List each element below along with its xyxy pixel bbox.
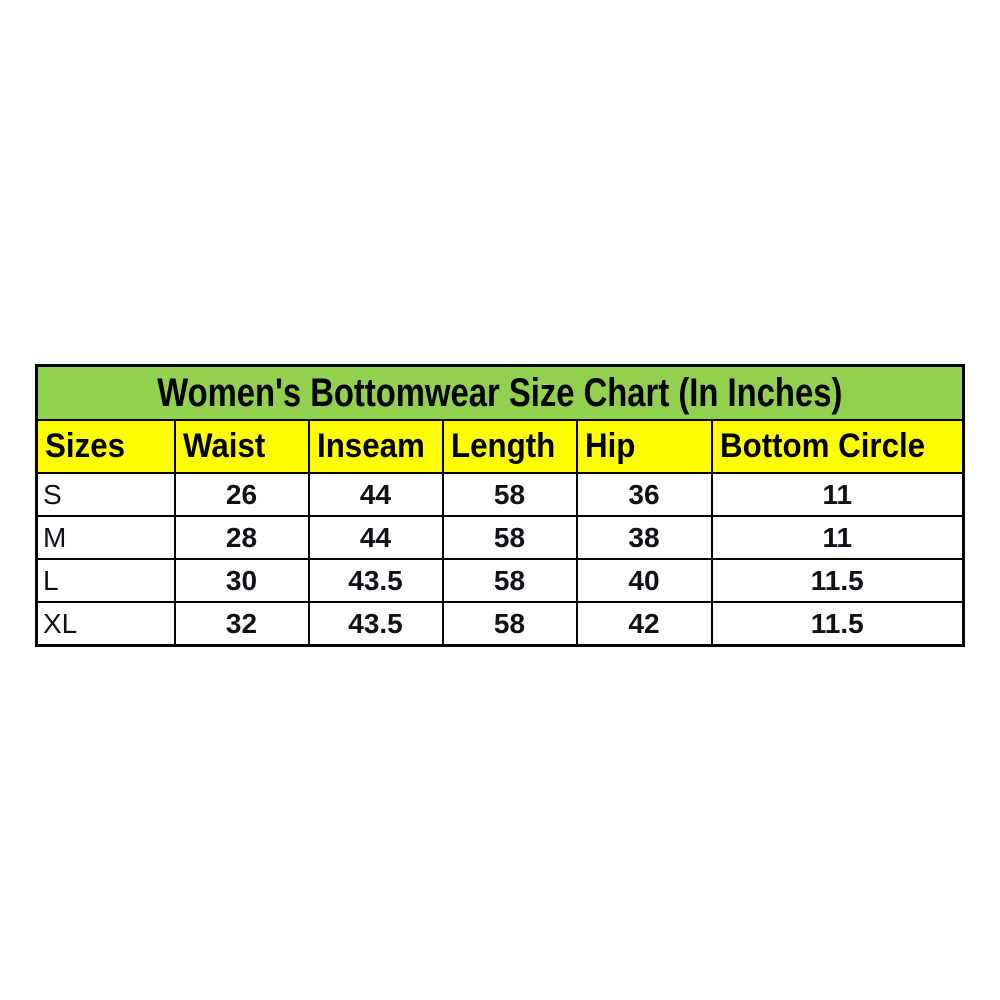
inseam-value: 44: [309, 516, 443, 559]
length-value: 58: [443, 559, 577, 602]
size-label: S: [37, 473, 175, 516]
waist-value: 32: [175, 602, 309, 646]
bottom-circle-value: 11.5: [712, 602, 964, 646]
column-header-length: Length: [443, 420, 577, 473]
column-header-hip: Hip: [577, 420, 712, 473]
size-label: M: [37, 516, 175, 559]
waist-value: 28: [175, 516, 309, 559]
table-row-xl: [37, 602, 964, 646]
length-value: 58: [443, 516, 577, 559]
bottom-circle-value: 11: [712, 516, 964, 559]
table-title: [37, 366, 964, 421]
waist-value: 26: [175, 473, 309, 516]
table-title-row: [37, 366, 964, 421]
column-header-inseam: Inseam: [309, 420, 443, 473]
length-value: 58: [443, 473, 577, 516]
waist-value: 30: [175, 559, 309, 602]
bottom-circle-value: 11.5: [712, 559, 964, 602]
inseam-value: 43.5: [309, 559, 443, 602]
hip-value: 40: [577, 559, 712, 602]
column-header-sizes: Sizes: [37, 420, 175, 473]
table-row-l: [37, 559, 964, 602]
table-header-row: [37, 420, 964, 473]
inseam-value: 43.5: [309, 602, 443, 646]
hip-value: 38: [577, 516, 712, 559]
hip-value: 36: [577, 473, 712, 516]
table-row-s: [37, 473, 964, 516]
inseam-value: 44: [309, 473, 443, 516]
table-row-m: [37, 516, 964, 559]
column-header-bottom-circle: Bottom Circle: [712, 420, 964, 473]
length-value: 58: [443, 602, 577, 646]
size-chart-table: [35, 364, 965, 647]
size-label: XL: [37, 602, 175, 646]
bottom-circle-value: 11: [712, 473, 964, 516]
table-title-text: Women's Bottomwear Size Chart (In Inches): [157, 370, 843, 415]
hip-value: 42: [577, 602, 712, 646]
column-header-waist: Waist: [175, 420, 309, 473]
size-label: L: [37, 559, 175, 602]
